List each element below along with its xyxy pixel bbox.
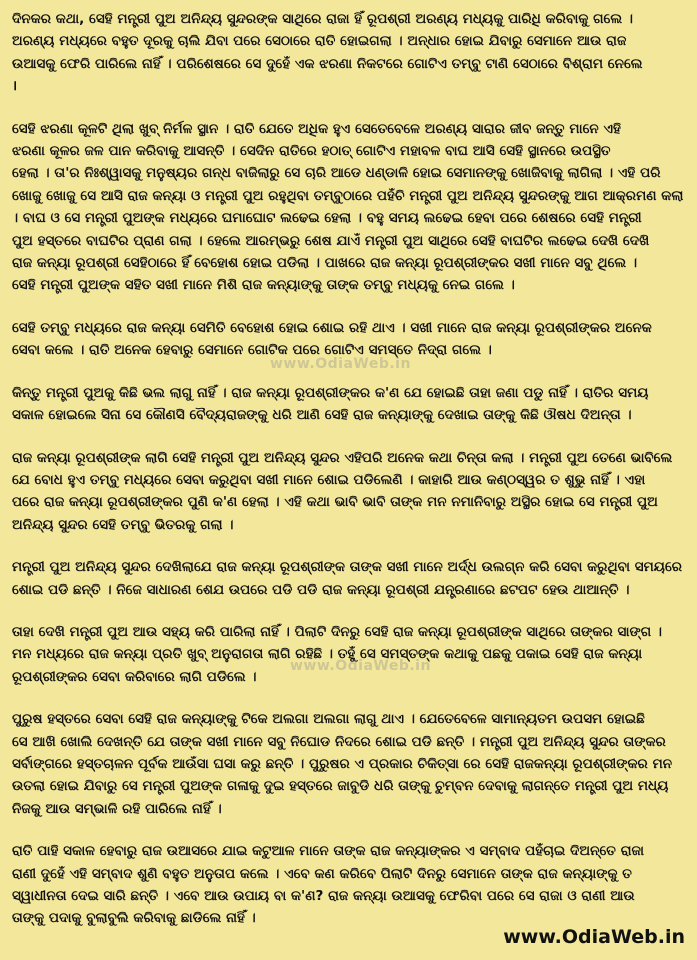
paragraph xyxy=(12,8,683,98)
watermark: www.OdiaWeb.in xyxy=(290,658,431,674)
text-line: ଖୋଜୁ ଖୋଜୁ ସେ ଆସି ରାଜ କନ୍ୟା ଓ ମନ୍ତ୍ରୀ ପୁଅ ରହୁଥିବା ତମ୍ବୁଠାରେ ପହଁଚି ମନ୍ତ୍ରୀ ପୁଅ ଅନିନ୍ଦ୍ୟ ସୁନ୍ଦରଙ୍କୁ ଆଗ ଆକ୍ରମଣ କଲା xyxy=(12,187,683,204)
site-footer-link[interactable]: www.OdiaWeb.in xyxy=(503,926,685,948)
paragraph xyxy=(12,621,683,688)
paragraph xyxy=(12,840,683,930)
text-line: ନିଜକୁ ଆଉ ସମ୍ଭାଳି ରହି ପାରିଲେ ନାହିଁ । xyxy=(12,800,222,817)
text-line: ଯେ ବୋଧ ହୁଏ ତମ୍ବୁ ମଧ୍ୟରେ ସେବା କରୁଥିବା ସଖୀ ମାନେ ଶୋଇ ପଡିଲେଣି । କାହାରି ଆଉ କଣ୍ଠସ୍ୱର ତ ଶୁଭୁ ନାହିଁ । ଏହା xyxy=(12,471,646,488)
text-line: ଝରଣା କୂଳର ଜଳ ପାନ କରିବାକୁ ଆସନ୍ତି । ସେଦିନ ରାତିରେ ହଠାତ୍ ଗୋଟିଏ ମହାବଳ ବାଘ ଆସି ସେହି ସ୍ଥାନରେ ଉପସ୍ଥିତ xyxy=(12,143,611,160)
text-line: କିନ୍ତୁ ମନ୍ତ୍ରୀ ପୁଅକୁ କିଛି ଭଲ ଲାଗୁ ନାହିଁ । ରାଜ କନ୍ୟା ରୂପଶ୍ରୀଙ୍କର କ'ଣ ଯେ ହୋଇଛି ତାହା ଜଣା ପଡୁ ନାହିଁ । ରାତିର ସମୟ xyxy=(12,384,649,401)
text-line: ସେହି ଝରଣା କୂଳଟି ଥିଲା ଖୁବ୍ ନିର୍ମଳ ସ୍ଥାନ । ରାତି ଯେତେ ଅଧିକ ହୁଏ ସେତେବେଳେ ଅରଣ୍ୟ ସାରାର ଜୀବ ଜନ୍ତୁ ମାନେ ଏହି xyxy=(12,120,621,137)
paragraph xyxy=(12,317,683,362)
text-line: ଅରଣ୍ୟ ମଧ୍ୟରେ ବହୁତ ଦୂରକୁ ଚାଲି ଯିବା ପରେ ସେଠାରେ ରାତି ହୋଇଗଲା । ଅନ୍ଧାର ହୋଇ ଯିବାରୁ ସେମାନେ ଆଉ ରାଜ xyxy=(12,33,627,50)
text-line: ସେ ଆଖି ଖୋଲି ଦେଖନ୍ତି ଯେ ତାଙ୍କ ସଖୀ ମାନେ ସବୁ ନିଘୋଡ ନିଦରେ ଶୋଇ ପଡି ଛନ୍ତି । ମନ୍ତ୍ରୀ ପୁଅ ଅନିନ୍ଦ୍ୟ ସୁନ୍ଦର ତାଙ୍କର xyxy=(12,733,666,750)
text-line: ଶୋଇ ପଡି ଛନ୍ତି । ନିଜେ ସାଧାରଣ ଶେଯ ଉପରେ ପଡି ପଡି ରାଜ କନ୍ୟା ରୂପଶ୍ରୀ ଯନ୍ତ୍ରଣାରେ ଛଟପଟ ହେଉ ଥାଆନ୍ତି । xyxy=(12,581,630,598)
text-line: ପରେ ରାଜ କନ୍ୟା ରୂପଶ୍ରୀଙ୍କର ପୁଣି କ'ଣ ହେଲା । ଏହି କଥା ଭାବି ଭାବି ତାଙ୍କ ମନ ନମାନିବାରୁ ଅସ୍ଥିର ହୋଇ ସେ ମନ୍ତ୍ରୀ ପୁଅ xyxy=(12,494,658,511)
text-line: ତାହା ଦେଖି ମନ୍ତ୍ରୀ ପୁଅ ଆଉ ସହ୍ୟ କରି ପାରିଲା ନାହିଁ । ପିଲାଟି ଦିନରୁ ସେହି ରାଜ କନ୍ୟା ରୂପଶ୍ରୀଙ୍କ ସାଥିରେ ତାଙ୍କର ସାଙ୍ଗ । xyxy=(12,623,663,640)
text-line: ସେହି ମନ୍ତ୍ରୀ ପୁଅଙ୍କ ସହିତ ସଖୀ ମାନେ ମିଶି ରାଜ କନ୍ୟାଙ୍କୁ ତାଙ୍କ ତମ୍ବୁ ମଧ୍ୟକୁ ନେଇ ଗଲେ । xyxy=(12,277,515,294)
paragraph xyxy=(12,118,683,297)
text-line: ରାତି ପାହି ସକାଳ ହେବାରୁ ରାଜ ଉଆସରେ ଯାଇ କଟୁଆଳ ମାନେ ତାଙ୍କ ରାଜ କନ୍ୟାଙ୍କର ଏ ସମ୍ବାଦ ପହଁଚାଇ ଦିଅନ୍ତେ ରାଜା xyxy=(12,843,645,860)
text-line: ହେଲା । ତା'ର ନିଃଶ୍ୱାସକୁ ମନୁଷ୍ୟର ଗନ୍ଧ ବାଜିଲାରୁ ସେ ଚାରି ଆଡେ ଧଣ୍ଡାଳି ହୋଇ ସେମାନଙ୍କୁ ଖୋଜିବାକୁ ଲାଗିଲା । ଏହି ପରି xyxy=(12,165,661,182)
watermark: www.OdiaWeb.in xyxy=(270,356,411,372)
text-line: । xyxy=(12,78,18,95)
paragraph xyxy=(12,382,683,427)
paragraph xyxy=(12,556,683,601)
text-line: ସକାଳ ହୋଇଲେ ସିନା ସେ କୌଣସି ବୈଦ୍ୟରାଜଙ୍କୁ ଧରି ଆଣି ସେହି ରାଜ କନ୍ୟାଙ୍କୁ ଦେଖାଇ ତାଙ୍କୁ କିଛି ଔଷଧ ଦିଅନ୍ତା । xyxy=(12,407,632,424)
text-line: ଉଆସକୁ ଫେରି ପାରିଲେ ନାହିଁ । ପରିଶେଷରେ ସେ ଦୁହେଁ ଏକ ଝରଣା ନିକଟରେ ଗୋଟିଏ ତମ୍ବୁ ଟାଣି ସେଠାରେ ବିଶ୍ରାମ ନେଲେ xyxy=(12,55,643,72)
text-line: ସ୍ୱାଧୀନତା ଦେଇ ସାରି ଛନ୍ତି । ଏବେ ଆଉ ଉପାୟ ବା କ'ଣ? ରାଜ କନ୍ୟା ଉଆସକୁ ଫେରିବା ପରେ ସେ ରାଜା ଓ ରାଣୀ ଆଉ xyxy=(12,888,635,904)
paragraph xyxy=(12,447,683,537)
text-line: ମନ ମଧ୍ୟରେ ରାଜ କନ୍ୟା ପ୍ରତି ଖୁବ୍ ଅନୁରାଗତା ଲାଗି ରହିଛି । ତହୁଁ ସେ ସମସ୍ତଙ୍କ କଥାକୁ ପଛକୁ ପକାଇ ସେହି ରାଜ କନ୍ୟା xyxy=(12,646,643,663)
text-line: ସେବା କଲେ । ରାତି ଅନେକ ହେବାରୁ ସେମାନେ ଗୋଟିକ ପରେ ଗୋଟିଏ ସମସ୍ତେ ନିଦ୍ରା ଗଲେ । xyxy=(12,342,492,359)
text-line: ତାଙ୍କୁ ପଦାକୁ ବୁଲାବୁଲି କରିବାକୁ ଛାଡିଲେ ନାହିଁ । xyxy=(12,910,256,927)
text-line: ମନ୍ତ୍ରୀ ପୁଅ ଅନିନ୍ଦ୍ୟ ସୁନ୍ଦର ଦେଖିଲାଯେ ରାଜ କନ୍ୟା ରୂପଶ୍ରୀଙ୍କ ତାଙ୍କ ସଖୀ ମାନେ ଅର୍ଦ୍ଧ ଉଲଗ୍ନ କରି ସେବା କରୁଥିବା ସମୟରେ xyxy=(12,559,683,576)
text-line: । ବାଘ ଓ ସେ ମନ୍ତ୍ରୀ ପୁଅଙ୍କ ମଧ୍ୟରେ ଘମାଘୋଟ ଲଢେଇ ହେଲା । ବହୁ ସମୟ ଲଢେଇ ହେବା ପରେ ଶେଷରେ ସେହି ମନ୍ତ୍ରୀ xyxy=(12,210,642,227)
text-line: ରାଜ କନ୍ୟା ରୂପଶ୍ରୀ ସେହିଠାରେ ହିଁ ବେହୋଶ ହୋଇ ପଡିଲା । ପାଖରେ ରାଜ କନ୍ୟା ରୂପଶ୍ରୀଙ୍କର ସଖୀ ମାନେ ସବୁ ଥିଲେ । xyxy=(12,255,638,272)
story-body xyxy=(12,8,683,930)
text-line: ରୂପଶ୍ରୀଙ୍କର ସେବା କରିବାରେ ଲାଗି ପଡିଲେ । xyxy=(12,668,257,685)
text-line: ସର୍ବାଙ୍ଗରେ ହସ୍ତଚାଳନ ପୂର୍ବକ ଆଉଁସା ଘସା କରୁ ଛନ୍ତି । ପୁରୁଷର ଏ ପ୍ରକାର ଚିକିତ୍ସା ରେ ସେହି ରାଜକନ୍ୟା ରୂପଶ୍ରୀଙ୍କର ମନ xyxy=(12,755,673,772)
text-line: ପୁରୁଷ ହସ୍ତରେ ସେବା ସେହି ରାଜ କନ୍ୟାଙ୍କୁ ଟିକେ ଅଲଗା ଅଲଗା ଲାଗୁ ଥାଏ । ଯେତେବେଳେ ସାମାନ୍ୟତମ ଉପସମ ହୋଇଛି xyxy=(12,711,645,728)
text-line: ଉତଲା ହୋଇ ଯିବାରୁ ସେ ମନ୍ତ୍ରୀ ପୁଅଙ୍କ ଗଳାକୁ ଦୁଇ ହସ୍ତରେ ଜାବୁଡି ଧରି ତାଙ୍କୁ ଚୁମ୍ବନ ଦେବାକୁ ଲାଗନ୍ତେ ମନ୍ତ୍ରୀ ପୁଅ ମଧ୍ୟ xyxy=(12,778,669,795)
text-line: ସେହି ତମ୍ବୁ ମଧ୍ୟରେ ରାଜ କନ୍ୟା ସେମିତି ବେହୋଶ ହୋଇ ଶୋଇ ରହି ଥାଏ । ସଖୀ ମାନେ ରାଜ କନ୍ୟା ରୂପଶ୍ରୀଙ୍କର ଅନେକ xyxy=(12,319,652,336)
paragraph xyxy=(12,708,683,820)
text-line: ଅନିନ୍ଦ୍ୟ ସୁନ୍ଦର ସେହି ତମ୍ବୁ ଭିତରକୁ ଗଲା । xyxy=(12,516,234,533)
text-line: ରାଣୀ ଦୁହେଁ ଏହି ସମ୍ବାଦ ଶୁଣି ବହୁତ ଅନୁତାପ କଲେ । ଏବେ କଣ କରିବେ ପିଲାଟି ଦିନରୁ ସେମାନେ ତାଙ୍କ ରାଜ କନ୍ୟାଙ୍କୁ ତ xyxy=(12,865,632,882)
text-line: ରାଜ କନ୍ୟା ରୂପଶ୍ରୀଙ୍କ ଲାଗି ସେହି ମନ୍ତ୍ରୀ ପୁଅ ଅନିନ୍ଦ୍ୟ ସୁନ୍ଦର ଏହିପରି ଅନେକ କଥା ଚିନ୍ତା କଲା । ମନ୍ତ୍ରୀ ପୁଅ ତେଣେ ଭାବିଲେ xyxy=(12,449,673,466)
text-line: ଦିନକର କଥା, ସେହି ମନ୍ତ୍ରୀ ପୁଅ ଅନିନ୍ଦ୍ୟ ସୁନ୍ଦରଙ୍କ ସାଥିରେ ରାଜା ହିଁ ରୂପଶ୍ରୀ ଅରଣ୍ୟ ମଧ୍ୟକୁ ପାରିଧି କରିବାକୁ ଗଲେ । xyxy=(12,11,634,27)
text-line: ପୁଅ ହସ୍ତରେ ବାଘଟିର ପ୍ରାଣ ଗଲା । ହେଲେ ଆରମ୍ଭରୁ ଶେଷ ଯାଏଁ ମନ୍ତ୍ରୀ ପୁଅ ସାଥିରେ ସେହି ବାଘଟିର ଲଢେଇ ଦେଖି ଦେଖି xyxy=(12,232,650,249)
